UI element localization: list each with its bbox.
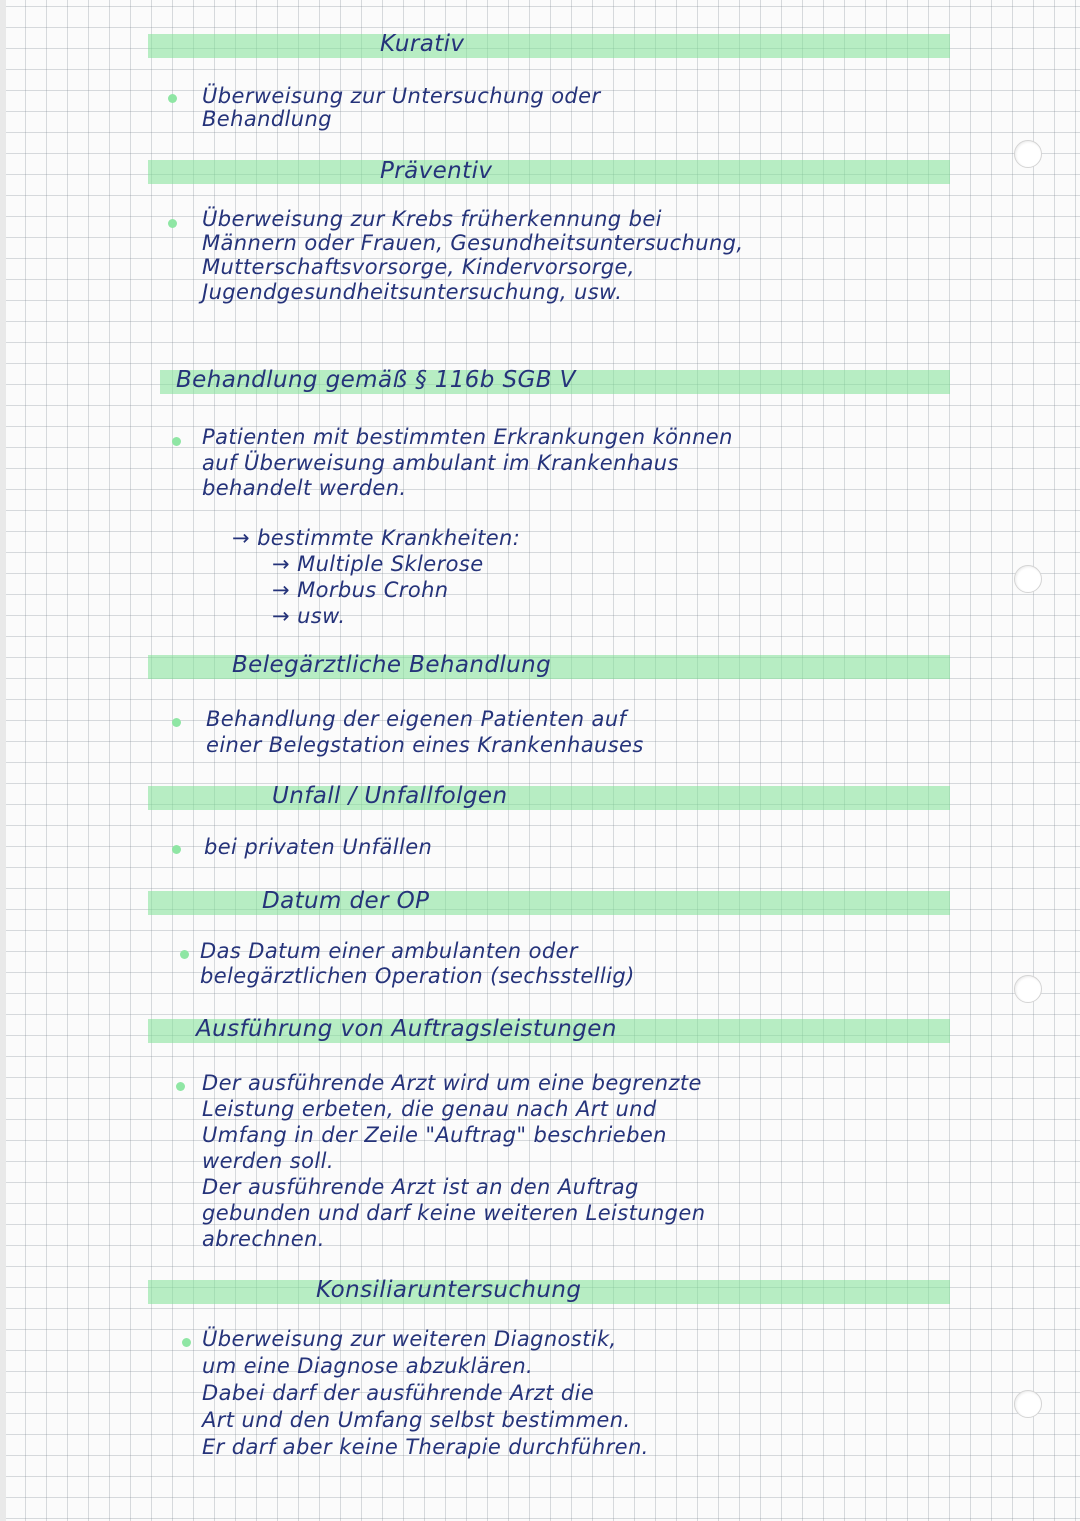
sublist-item: → Multiple Sklerose [272, 552, 484, 576]
text-line: Überweisung zur Krebs früherkennung bei [202, 207, 662, 231]
bullet-icon [180, 950, 189, 959]
text-line: Er darf aber keine Therapie durchführen. [202, 1435, 649, 1459]
bullet-icon [172, 845, 181, 854]
text-line: bei privaten Unfällen [204, 835, 433, 859]
text-line: einer Belegstation eines Krankenhauses [206, 733, 644, 757]
bullet-icon [182, 1338, 191, 1347]
text-line: Behandlung der eigenen Patienten auf [206, 707, 627, 731]
text-line: Dabei darf der ausführende Arzt die [202, 1381, 595, 1405]
text-line: Männern oder Frauen, Gesundheitsuntersuchung, [202, 231, 744, 255]
text-line: Das Datum einer ambulanten oder [200, 939, 578, 963]
bullet-icon [168, 94, 177, 103]
heading-highlight [148, 34, 950, 58]
text-line: Der ausführende Arzt wird um eine begrenzte [202, 1071, 702, 1095]
section-heading: Ausführung von Auftragsleistungen [196, 1016, 617, 1042]
text-line: abrechnen. [202, 1227, 325, 1251]
text-line: Überweisung zur weiteren Diagnostik, [202, 1327, 617, 1351]
text-line: Jugendgesundheitsuntersuchung, usw. [202, 280, 623, 304]
heading-highlight [148, 786, 950, 810]
section-heading: Präventiv [380, 158, 493, 184]
text-line: gebunden und darf keine weiteren Leistungen [202, 1201, 706, 1225]
text-line: Mutterschaftsvorsorge, Kindervorsorge, [202, 255, 635, 279]
text-line: Behandlung [202, 107, 332, 131]
text-line: um eine Diagnose abzuklären. [202, 1354, 534, 1378]
page-margin [0, 0, 6, 1521]
bullet-icon [172, 718, 181, 727]
sublist-item: → Morbus Crohn [272, 578, 449, 602]
text-line: auf Überweisung ambulant im Krankenhaus [202, 451, 679, 475]
bullet-icon [176, 1082, 185, 1091]
heading-highlight [148, 160, 950, 184]
section-heading: Datum der OP [262, 888, 430, 914]
punch-hole [1014, 565, 1042, 593]
section-heading: Behandlung gemäß § 116b SGB V [176, 367, 576, 393]
text-line: Art und den Umfang selbst bestimmen. [202, 1408, 631, 1432]
section-heading: Kurativ [380, 31, 465, 57]
punch-hole [1014, 1390, 1042, 1418]
section-heading: Konsiliaruntersuchung [316, 1277, 582, 1303]
sublist-item: → bestimmte Krankheiten: [232, 526, 521, 550]
text-line: Leistung erbeten, die genau nach Art und [202, 1097, 657, 1121]
text-line: behandelt werden. [202, 476, 407, 500]
text-line: Der ausführende Arzt ist an den Auftrag [202, 1175, 639, 1199]
sublist-item: → usw. [272, 604, 346, 628]
text-line: werden soll. [202, 1149, 334, 1173]
bullet-icon [168, 219, 177, 228]
section-heading: Belegärztliche Behandlung [232, 652, 552, 678]
bullet-icon [172, 437, 181, 446]
section-heading: Unfall / Unfallfolgen [272, 783, 508, 809]
text-line: Umfang in der Zeile "Auftrag" beschrieben [202, 1123, 667, 1147]
text-line: Überweisung zur Untersuchung oder [202, 84, 601, 108]
text-line: Patienten mit bestimmten Erkrankungen können [202, 425, 733, 449]
punch-hole [1014, 975, 1042, 1003]
text-line: belegärztlichen Operation (sechsstellig) [200, 964, 635, 988]
punch-hole [1014, 140, 1042, 168]
